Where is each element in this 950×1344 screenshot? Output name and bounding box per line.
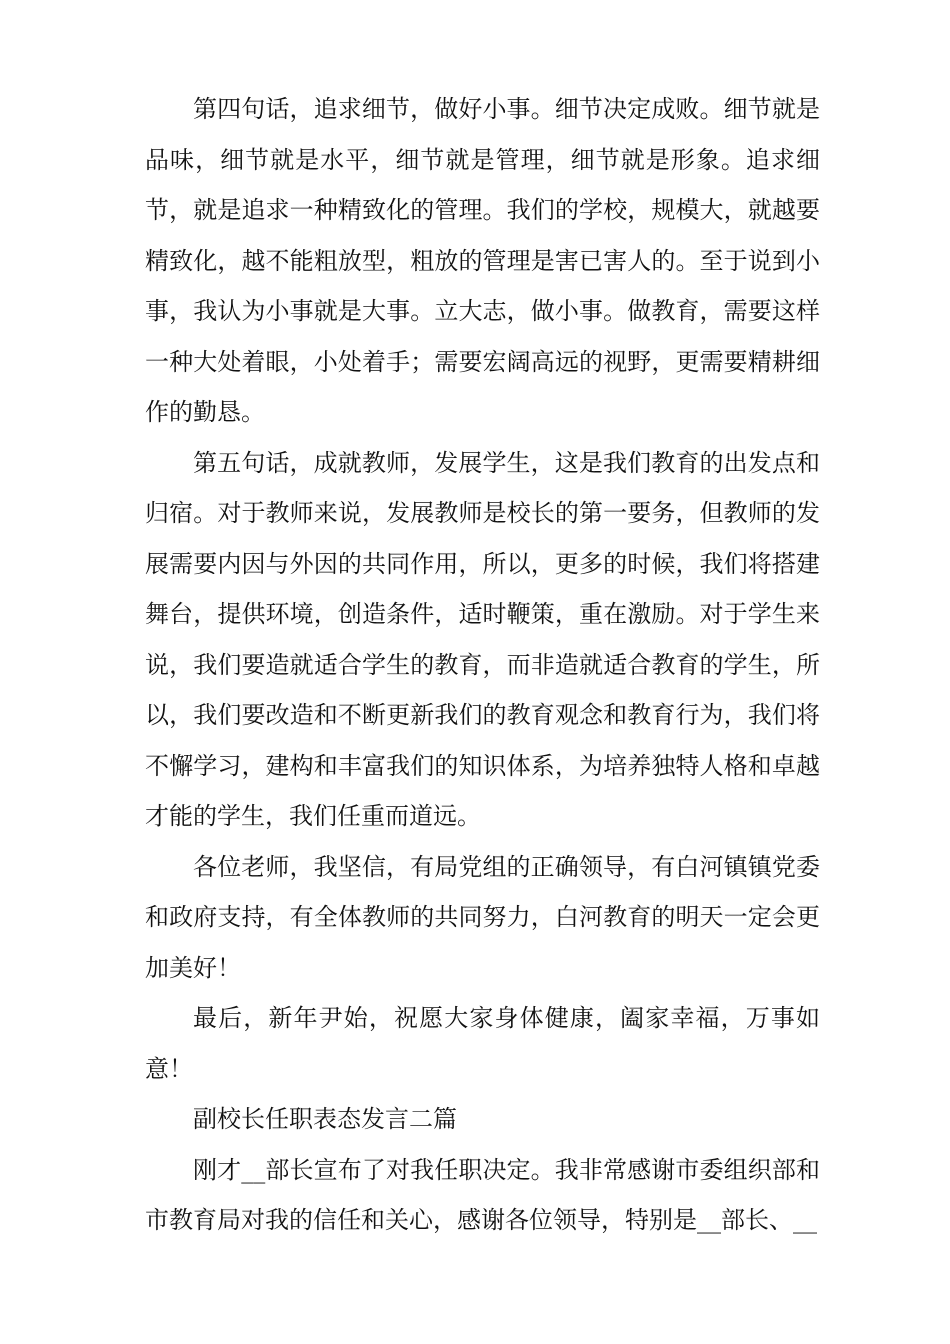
paragraph-confidence: 各位老师，我坚信，有局党组的正确领导，有白河镇镇党委和政府支持，有全体教师的共同努力，白河教育的明天一定会更加美好！ (145, 852, 820, 982)
paragraph-appointment-opening: 刚才__部长宣布了对我任职决定。我非常感谢市委组织部和市教育局对我的信任和关心，感谢各位领导，特别是__部长、__ (145, 1155, 820, 1234)
section-heading: 副校长任职表态发言二篇 (193, 1105, 457, 1133)
paragraph-new-year-wishes: 最后，新年尹始，祝愿大家身体健康，阖家幸福，万事如意！ (145, 1004, 820, 1083)
document-body (145, 84, 820, 1246)
paragraph-fourth-point: 第四句话，追求细节，做好小事。细节决定成败。细节就是品味，细节就是水平，细节就是管理，细节就是形象。追求细节，就是追求一种精致化的管理。我们的学校，规模大，就越要精致化，越不能粗放型，粗放的管理是害已害人的。至于说到小事，我认为小事就是大事。立大志，做小事。做教育，需要这样一种大处着眼，小处着手；需要宏阔高远的视野，更需要精耕细作的勤恳。 (145, 95, 820, 426)
paragraph-fifth-point: 第五句话，成就教师，发展学生，这是我们教育的出发点和归宿。对于教师来说，发展教师是校长的第一要务，但教师的发展需要内因与外因的共同作用，所以，更多的时候，我们将搭建舞台，提供环境，创造条件，适时鞭策，重在激励。对于学生来说，我们要造就适合学生的教育，而非造就适合教育的学生，所以，我们要改造和不断更新我们的教育观念和教育行为，我们将不懈学习，建构和丰富我们的知识体系，为培养独特人格和卓越才能的学生，我们任重而道远。 (145, 448, 820, 830)
